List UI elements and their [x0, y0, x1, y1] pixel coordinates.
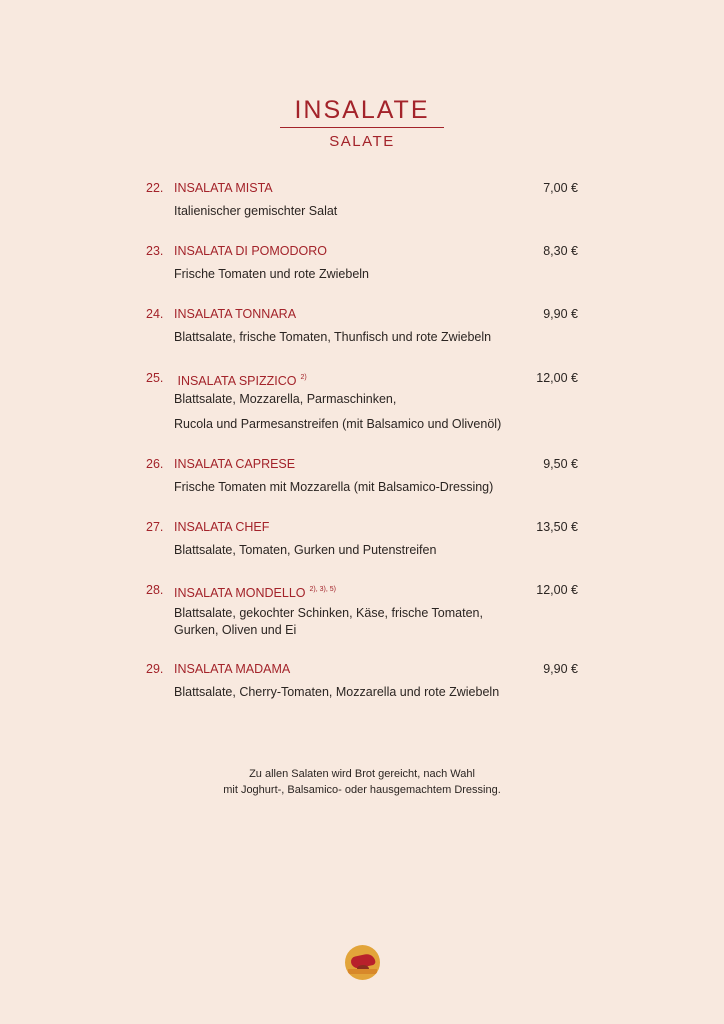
item-name — [174, 519, 269, 535]
item-price: 12,00 € — [536, 583, 578, 597]
item-name-text: INSALATA MADAMA — [174, 662, 291, 676]
item-name — [174, 582, 336, 601]
item-name — [174, 661, 290, 677]
item-name — [174, 180, 273, 196]
menu-header — [0, 95, 724, 150]
item-number: 23. — [146, 244, 164, 258]
item-allergen-note: 2), 3), 5) — [309, 586, 336, 593]
item-price: 9,90 € — [543, 662, 578, 676]
footer-note — [0, 766, 724, 798]
item-name — [174, 243, 327, 259]
item-number: 26. — [146, 457, 164, 471]
footer-line-2: mit Joghurt-, Balsamico- oder hausgemachtem Dressing. — [223, 784, 501, 796]
item-name-text: INSALATA DI POMODORO — [174, 244, 328, 258]
item-description: Blattsalate, gekochter Schinken, Käse, frische Tomaten, — [174, 606, 483, 620]
item-description: Gurken, Oliven und Ei — [174, 623, 297, 637]
footer-line-1: Zu allen Salaten wird Brot gereicht, nach Wahl — [249, 768, 475, 780]
item-name-text: INSALATA CHEF — [174, 520, 270, 534]
item-price: 9,90 € — [543, 307, 578, 321]
item-number: 25. — [146, 371, 164, 385]
page-subtitle: SALATE — [329, 133, 395, 150]
item-description: Blattsalate, frische Tomaten, Thunfisch und rote Zwiebeln — [174, 330, 492, 344]
item-description: Rucola und Parmesanstreifen (mit Balsamico und Olivenöl) — [174, 417, 502, 431]
item-description: Italienischer gemischter Salat — [174, 204, 338, 218]
item-number: 28. — [146, 583, 164, 597]
item-description: Blattsalate, Mozzarella, Parmaschinken, — [174, 392, 397, 406]
item-description: Frische Tomaten mit Mozzarella (mit Balsamico-Dressing) — [174, 480, 494, 494]
item-price: 7,00 € — [543, 181, 578, 195]
item-number: 29. — [146, 662, 164, 676]
item-name-text: INSALATA MONDELLO — [174, 586, 306, 600]
item-allergen-note: 2) — [300, 374, 307, 381]
item-price: 9,50 € — [543, 457, 578, 471]
item-price: 13,50 € — [536, 520, 578, 534]
restaurant-logo-icon — [345, 945, 380, 980]
item-number: 22. — [146, 181, 164, 195]
item-name-text: INSALATA SPIZZICO — [174, 374, 297, 388]
item-name — [174, 370, 307, 389]
item-name — [174, 306, 296, 322]
item-price: 12,00 € — [536, 371, 578, 385]
item-price: 8,30 € — [543, 244, 578, 258]
item-name-text: INSALATA MISTA — [174, 181, 273, 195]
item-name-text: INSALATA TONNARA — [174, 307, 297, 321]
page-title: INSALATE — [280, 95, 443, 128]
item-description: Frische Tomaten und rote Zwiebeln — [174, 267, 370, 281]
item-name-text: INSALATA CAPRESE — [174, 457, 296, 471]
item-number: 24. — [146, 307, 164, 321]
item-description: Blattsalate, Cherry-Tomaten, Mozzarella und rote Zwiebeln — [174, 685, 500, 699]
item-number: 27. — [146, 520, 164, 534]
item-description: Blattsalate, Tomaten, Gurken und Putenstreifen — [174, 543, 437, 557]
item-name — [174, 456, 295, 472]
